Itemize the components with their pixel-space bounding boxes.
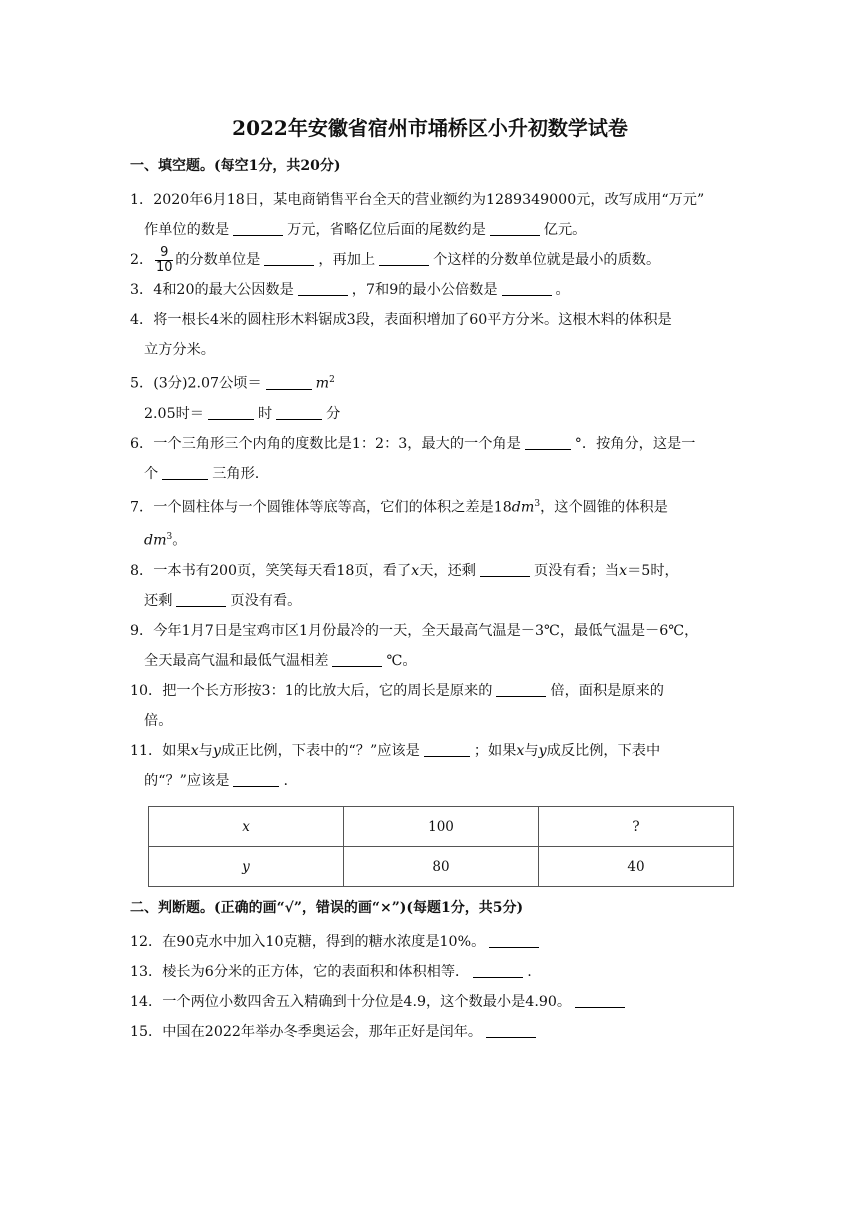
question-11-line-1: 11．如果x与y成正比例，下表中的“？”应该是 ；如果x与y成反比例，下表中 (130, 743, 661, 760)
question-8-line-2: 还剩 页没有看。 (144, 593, 302, 610)
answer-blank[interactable] (276, 405, 322, 420)
question-6-line-1: 6．一个三角形三个内角的度数比是1：2：3，最大的一个角是 °．按角分，这是一 (130, 435, 696, 452)
table-cell: x (149, 807, 344, 847)
question-15: 15．中国在2022年举办冬季奥运会，那年正好是闰年。 (130, 1017, 730, 1047)
answer-blank[interactable] (264, 251, 314, 266)
question-9-line-1: 9．今年1月7日是宝鸡市区1月份最冷的一天，全天最高气温是－3℃，最低气温是－6℃， (130, 623, 699, 640)
table-cell: ? (539, 807, 734, 847)
table-cell: 100 (344, 807, 539, 847)
question-3: 3．4和20的最大公因数是 ，7和9的最小公倍数是 。 (130, 282, 570, 298)
answer-blank[interactable] (486, 1023, 536, 1038)
question-6-line-2: 个 三角形. (144, 465, 260, 482)
answer-blank[interactable] (176, 592, 226, 607)
question-4-line-1: 4．将一根长4米的圆柱形木料锯成3段，表面积增加了60平方分米。这根木料的体积是 (130, 312, 672, 328)
question-4-line-2: 立方分米。 (144, 342, 215, 358)
question-5-line-1: 5．(3分)2.07公顷＝ $m^2$ (130, 375, 335, 392)
question-14: 14．一个两位小数四舍五入精确到十分位是4.9，这个数最小是4.90。 (130, 987, 730, 1017)
question-1-line-2: 作单位的数是 万元，省略亿位后面的尾数约是 亿元。 (144, 222, 587, 238)
answer-blank[interactable] (490, 221, 540, 236)
question-13: 13．棱长为6分米的正方体，它的表面积和体积相等． . (130, 964, 532, 981)
answer-blank[interactable] (162, 465, 208, 480)
question-7-line-2: $dm^3$。 (144, 532, 187, 550)
table-cell: 80 (344, 847, 539, 887)
answer-blank[interactable] (379, 251, 429, 266)
question-9-line-2: 全天最高气温和最低气温相差 ℃。 (144, 653, 417, 670)
answer-blank[interactable] (525, 435, 571, 450)
question-10-line-2: 倍。 (144, 713, 173, 730)
table-cell: y (149, 847, 344, 887)
answer-blank[interactable] (480, 562, 530, 577)
question-11-line-2: 的“？”应该是 . (144, 773, 288, 790)
answer-blank[interactable] (489, 933, 539, 948)
answer-blank[interactable] (473, 963, 523, 978)
table-row (149, 847, 734, 887)
question-5-line-2: 2.05时＝ 时 分 (144, 405, 341, 422)
answer-blank[interactable] (575, 993, 625, 1008)
question-12: 12．在90克水中加入10克糖，得到的糖水浓度是10%。 (130, 927, 730, 957)
answer-blank[interactable] (496, 682, 546, 697)
answer-blank[interactable] (233, 772, 279, 787)
answer-blank[interactable] (332, 652, 382, 667)
answer-blank[interactable] (502, 281, 552, 296)
answer-blank[interactable] (208, 405, 254, 420)
answer-blank[interactable] (298, 281, 348, 296)
table-cell: 40 (539, 847, 734, 887)
section-fill-blank-heading: 一、填空题。(每空1分，共20分) (130, 158, 341, 174)
answer-blank[interactable] (233, 221, 283, 236)
question-1-line-1: 1．2020年6月18日，某电商销售平台全天的营业额约为1289349000元，改写成用“万元” (130, 192, 705, 208)
answer-blank[interactable] (266, 375, 312, 390)
fraction-nine-tenths: $\frac{9}{10}$ (155, 244, 173, 275)
question-8-line-1: 8．一本书有200页，笑笑每天看18页，看了x天，还剩 页没有看；当x＝5时， (130, 563, 679, 580)
question-10-line-1: 10．把一个长方形按3：1的比放大后，它的周长是原来的 倍，面积是原来的 (130, 683, 664, 700)
table-row (149, 807, 734, 847)
question-7-line-1: 7．一个圆柱体与一个圆锥体等底等高，它们的体积之差是$18dm^3$，这个圆锥的体积是 (130, 498, 668, 516)
question-2: 2． $\frac{9}{10}$ 的分数单位是 ，再加上 个这样的分数单位就是最小的质数。 (130, 244, 661, 275)
section-true-false-heading: 二、判断题。(正确的画“√”，错误的画“×”)(每题1分，共5分) (130, 900, 524, 917)
page-title: 2022年安徽省宿州市埇桥区小升初数学试卷 (232, 116, 628, 140)
proportion-table (148, 806, 734, 887)
answer-blank[interactable] (424, 742, 470, 757)
